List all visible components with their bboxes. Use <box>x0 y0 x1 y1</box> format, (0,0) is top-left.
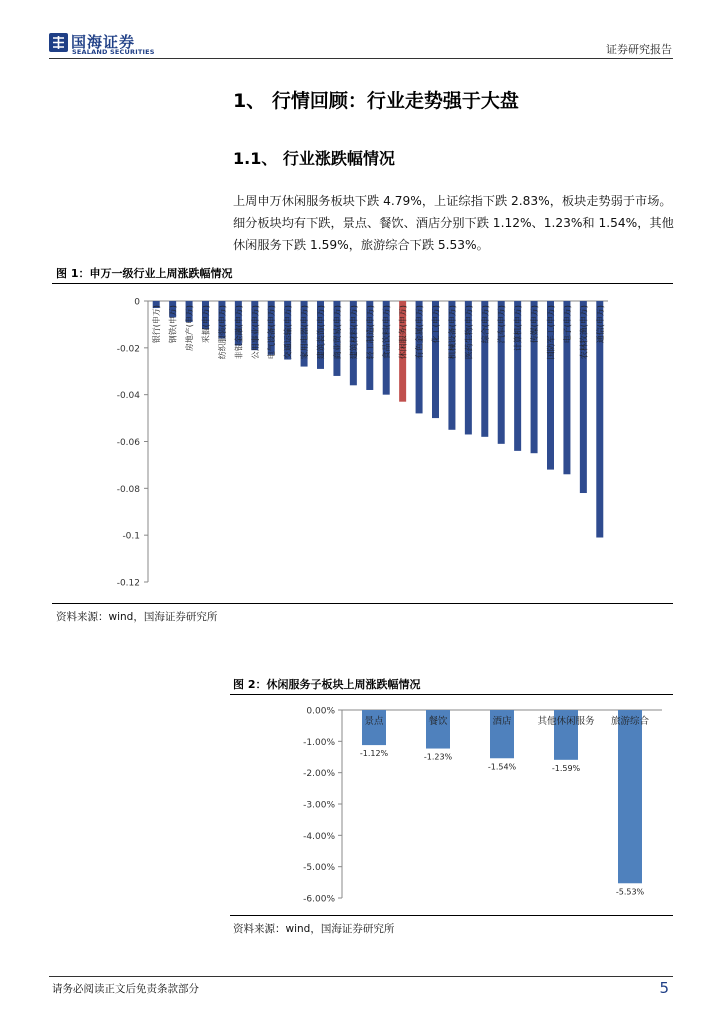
y-tick-label: -0.08 <box>116 484 140 495</box>
category-label: 传媒(申万) <box>530 305 540 344</box>
category-label: 纺织服装(申万) <box>217 305 227 360</box>
bar <box>618 710 642 883</box>
y-tick-label: -0.12 <box>116 578 140 589</box>
category-label: 电子(申万) <box>562 305 572 344</box>
y-tick-label: -0.06 <box>116 438 140 448</box>
category-label: 计算机(申万) <box>513 305 523 352</box>
sealand-logo-icon <box>49 33 68 52</box>
category-label: 酒店 <box>492 716 512 727</box>
y-tick-label: -3.00% <box>303 800 335 811</box>
logo-chinese-name: 国海证券 <box>71 33 136 51</box>
category-label: 房地产(申万) <box>185 305 195 352</box>
category-label: 钢铁(申万) <box>168 305 178 344</box>
category-label: 餐饮 <box>428 716 448 727</box>
y-tick-label: -0.04 <box>116 391 140 402</box>
data-label: -1.54% <box>487 762 517 772</box>
figure2-top-rule <box>230 694 673 695</box>
category-label: 汽车(申万) <box>497 305 507 344</box>
category-label: 综合(申万) <box>480 305 490 344</box>
figure2-label: 图 2：休闲服务子板块上周涨跌幅情况 <box>233 678 421 691</box>
y-tick-label: -6.00% <box>303 894 335 905</box>
section-title: 1、 行情回顾：行业走势强于大盘 <box>233 90 519 112</box>
category-label: 旅游综合 <box>610 716 650 727</box>
category-label: 通信(申万) <box>595 305 605 344</box>
category-label: 国防军工(申万) <box>546 305 556 360</box>
figure1-bottom-rule <box>52 603 673 604</box>
category-label: 交通运输(申万) <box>283 305 293 360</box>
category-label: 食品饮料(申万) <box>382 305 392 360</box>
category-label: 轻工制造(申万) <box>365 305 375 360</box>
y-tick-label: 0 <box>134 297 140 308</box>
figure1-chart <box>52 288 673 600</box>
data-label: -5.53% <box>615 887 645 897</box>
page-number: 5 <box>659 979 669 997</box>
category-label: 家用电器(申万) <box>300 305 310 360</box>
category-label: 农林牧渔(申万) <box>579 305 589 360</box>
category-label: 休闲服务(申万) <box>398 305 408 360</box>
y-tick-label: -1.00% <box>303 737 335 748</box>
category-label: 非银金融(申万) <box>234 305 244 360</box>
y-tick-label: -4.00% <box>303 831 335 842</box>
category-label: 建筑装饰(申万) <box>316 305 326 360</box>
data-label: -1.12% <box>359 749 389 759</box>
body-line: 细分板块均有下跌，景点、餐饮、酒店分别下跌 1.12%、1.23%和 1.54%，其他 <box>233 216 674 230</box>
footer-divider <box>49 976 673 977</box>
category-label: 有色金属(申万) <box>415 305 425 360</box>
header-divider <box>49 58 673 59</box>
category-label: 医药生物(申万) <box>464 305 474 360</box>
y-tick-label: -2.00% <box>303 769 335 780</box>
body-paragraph <box>233 190 681 256</box>
category-label: 公用事业(申万) <box>250 305 260 360</box>
category-label: 景点 <box>364 716 384 727</box>
figure2-bottom-rule <box>230 915 673 916</box>
category-label: 采掘(申万) <box>201 305 211 344</box>
category-label: 商业贸易(申万) <box>332 305 342 360</box>
category-label: 银行(申万) <box>152 305 162 344</box>
figure1-source: 资料来源：wind，国海证券研究所 <box>56 611 218 623</box>
y-tick-label: -0.02 <box>116 344 140 355</box>
data-label: -1.59% <box>551 763 581 773</box>
disclaimer-note: 请务必阅读正文后免责条款部分 <box>52 983 199 995</box>
figure2-source: 资料来源：wind，国海证券研究所 <box>233 923 395 935</box>
category-label: 电气设备(申万) <box>267 305 277 360</box>
category-label: 其他休闲服务 <box>537 716 595 727</box>
data-label: -1.23% <box>423 752 453 762</box>
report-type-label: 证券研究报告 <box>606 43 672 56</box>
y-tick-label: 0.00% <box>306 706 335 717</box>
figure1-label: 图 1：申万一级行业上周涨跌幅情况 <box>56 267 233 280</box>
body-line: 上周申万休闲服务板块下跌 4.79%，上证综指下跌 2.83%，板块走势弱于市场。 <box>233 194 672 208</box>
body-line: 休闲服务下跌 1.59%，旅游综合下跌 5.53%。 <box>233 238 489 252</box>
logo-english-name: SEALAND SECURITIES <box>72 48 155 56</box>
category-label: 建筑材料(申万) <box>349 305 359 360</box>
category-label: 化工(申万) <box>431 305 441 344</box>
y-tick-label: -0.1 <box>122 531 140 542</box>
category-label: 机械设备(申万) <box>447 305 457 360</box>
y-tick-label: -5.00% <box>303 863 335 874</box>
figure1-top-rule <box>52 283 673 284</box>
company-logo <box>49 33 169 57</box>
figure2-chart <box>230 698 673 912</box>
subsection-title: 1.1、 行业涨跌幅情况 <box>233 149 395 168</box>
